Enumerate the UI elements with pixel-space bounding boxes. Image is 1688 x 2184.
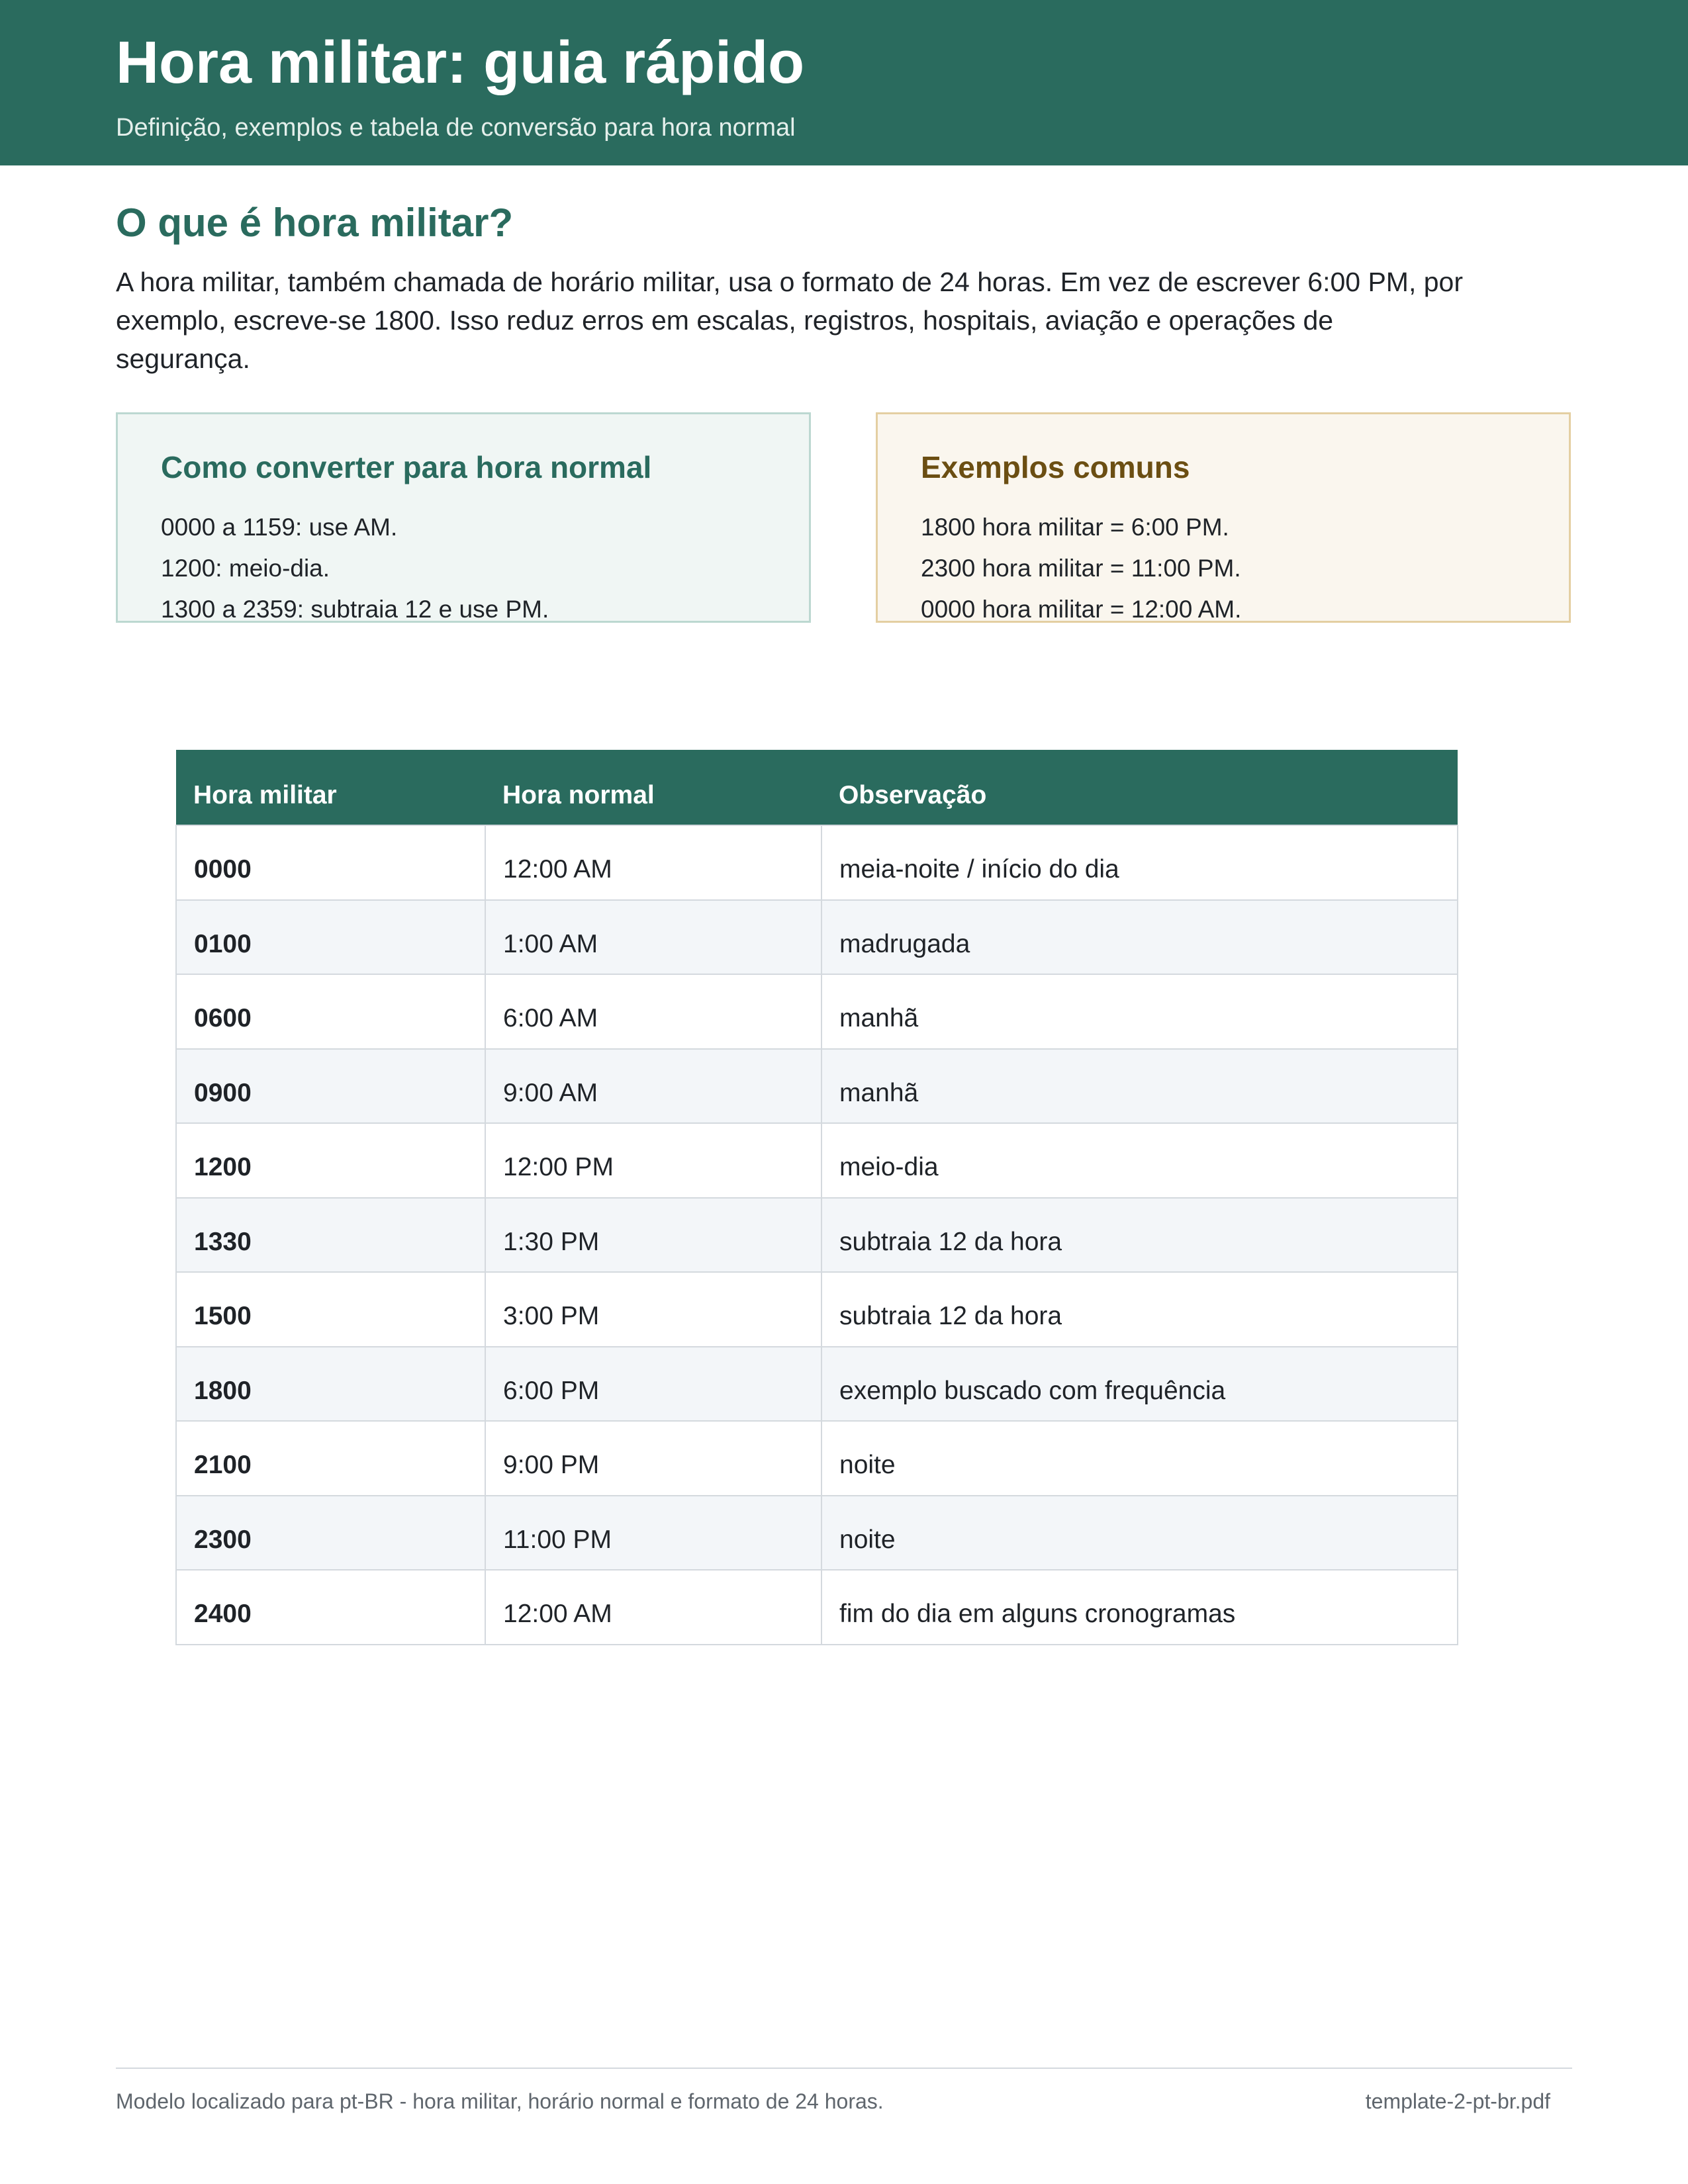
- examples-card-title: Exemplos comuns: [921, 450, 1190, 484]
- table-row: [176, 1421, 1458, 1496]
- table-row: [176, 1123, 1458, 1198]
- table-row: [176, 1272, 1458, 1347]
- normal-time-cell: 12:00 AM: [485, 1570, 821, 1645]
- normal-time-cell: 6:00 AM: [485, 974, 821, 1049]
- table-row: [176, 1347, 1458, 1422]
- page-header: [0, 0, 1688, 165]
- convert-line: 1300 a 2359: subtraia 12 e use PM.: [161, 596, 549, 623]
- note-cell: noite: [821, 1421, 1458, 1496]
- example-line: 1800 hora militar = 6:00 PM.: [921, 514, 1229, 541]
- footer-note: Modelo localizado para pt-BR - hora militar, horário normal e formato de 24 horas.: [116, 2089, 884, 2113]
- note-cell: subtraia 12 da hora: [821, 1198, 1458, 1273]
- military-time-cell: 2400: [176, 1570, 485, 1645]
- table-header-row: [176, 751, 1458, 825]
- examples-card: [876, 412, 1571, 623]
- military-time-cell: 0600: [176, 974, 485, 1049]
- note-cell: manhã: [821, 1049, 1458, 1124]
- conversion-table: [175, 750, 1458, 1645]
- table-row: [176, 1570, 1458, 1645]
- military-time-cell: 1200: [176, 1123, 485, 1198]
- note-cell: madrugada: [821, 900, 1458, 975]
- intro-paragraph: A hora militar, também chamada de horário militar, usa o formato de 24 horas. Em vez de escrever 6:00 PM, por exemplo, escreve-se 1800. Isso reduz erros em escalas, registros, hospitais, aviação e operações de segurança.: [116, 267, 1464, 374]
- military-time-cell: 1330: [176, 1198, 485, 1273]
- normal-time-cell: 6:00 PM: [485, 1347, 821, 1422]
- section-heading: O que é hora militar?: [116, 201, 514, 245]
- military-time-cell: 0000: [176, 825, 485, 900]
- example-line: 2300 hora militar = 11:00 PM.: [921, 555, 1241, 582]
- military-time-cell: 0900: [176, 1049, 485, 1124]
- note-cell: exemplo buscado com frequência: [821, 1347, 1458, 1422]
- note-cell: manhã: [821, 974, 1458, 1049]
- example-line: 0000 hora militar = 12:00 AM.: [921, 596, 1242, 623]
- normal-time-cell: 12:00 PM: [485, 1123, 821, 1198]
- footer-filename: template-2-pt-br.pdf: [1365, 2089, 1550, 2113]
- military-time-cell: 1500: [176, 1272, 485, 1347]
- note-cell: subtraia 12 da hora: [821, 1272, 1458, 1347]
- military-time-cell: 2100: [176, 1421, 485, 1496]
- normal-time-cell: 1:30 PM: [485, 1198, 821, 1273]
- military-time-cell: 0100: [176, 900, 485, 975]
- table-row: [176, 1049, 1458, 1124]
- note-cell: meio-dia: [821, 1123, 1458, 1198]
- table-row: [176, 1496, 1458, 1570]
- normal-time-cell: 9:00 PM: [485, 1421, 821, 1496]
- table-row: [176, 974, 1458, 1049]
- convert-line: 1200: meio-dia.: [161, 555, 330, 582]
- convert-card-title: Como converter para hora normal: [161, 450, 652, 484]
- normal-time-cell: 11:00 PM: [485, 1496, 821, 1570]
- normal-time-cell: 3:00 PM: [485, 1272, 821, 1347]
- footer-divider: [116, 2068, 1572, 2069]
- convert-line: 0000 a 1159: use AM.: [161, 514, 398, 541]
- military-time-cell: 2300: [176, 1496, 485, 1570]
- page-subtitle: Definição, exemplos e tabela de conversão para hora normal: [116, 114, 796, 142]
- column-header: Hora militar: [176, 751, 485, 825]
- normal-time-cell: 9:00 AM: [485, 1049, 821, 1124]
- column-header: Hora normal: [485, 751, 821, 825]
- note-cell: fim do dia em alguns cronogramas: [821, 1570, 1458, 1645]
- table-row: [176, 825, 1458, 900]
- military-time-cell: 1800: [176, 1347, 485, 1422]
- note-cell: noite: [821, 1496, 1458, 1570]
- normal-time-cell: 12:00 AM: [485, 825, 821, 900]
- table-row: [176, 1198, 1458, 1273]
- table-row: [176, 900, 1458, 975]
- column-header: Observação: [821, 751, 1458, 825]
- normal-time-cell: 1:00 AM: [485, 900, 821, 975]
- convert-card: [116, 412, 811, 623]
- note-cell: meia-noite / início do dia: [821, 825, 1458, 900]
- page-title: Hora militar: guia rápido: [116, 30, 805, 96]
